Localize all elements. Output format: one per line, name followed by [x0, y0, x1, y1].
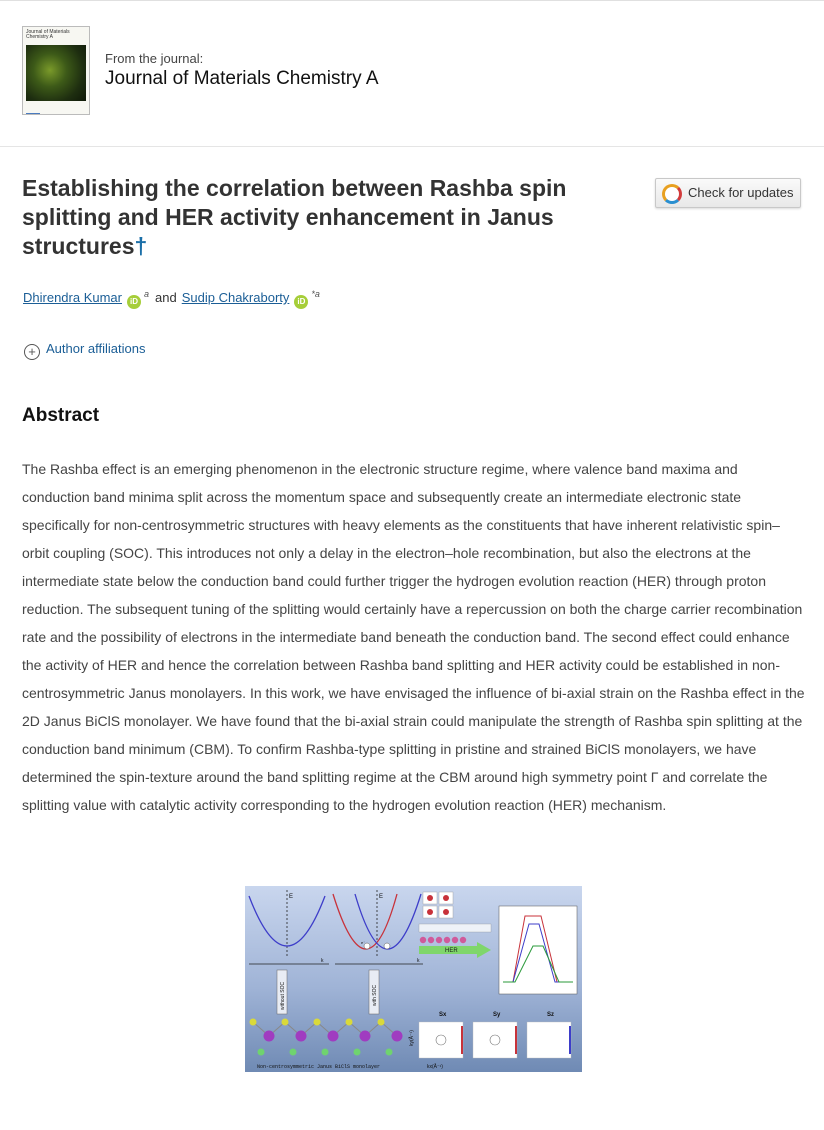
plus-circle-icon: +	[24, 344, 40, 360]
her-energy-plot	[499, 906, 577, 994]
label-with-soc: with SOC	[372, 984, 378, 1006]
electron-marker	[384, 943, 390, 949]
electron-label: e⁻	[361, 940, 366, 945]
author-affiliations-label: Author affiliations	[46, 341, 146, 356]
check-for-updates-label: Check for updates	[688, 185, 794, 200]
e-axis-label-left: E	[289, 894, 294, 900]
k-axis-label-right: k	[417, 958, 420, 964]
top-border	[0, 0, 824, 1]
cover-title: Journal of Materials Chemistry A	[26, 29, 70, 40]
abstract-text: The Rashba effect is an emerging phenomenon in the electronic structure regime, where valence band maxima and conduction band minima split across the momentum space and subsequently create an intermediate electronic state specifically for non-centrosymmetric structures with heavy elements as the constituents that have inherent relativistic spin–orbit coupling (SOC). This introduces not only a delay in the electron–hole recombination, but also the electrons at the intermediate state below the conduction band could further trigger the hydrogen evolution reaction (HER) through proton reduction. The subsequent tuning of the splitting would certainly have a repercussion on both the charge carrier recombination rate and the possibility of electrons in the intermediate band beneath the conduction band. The second effect could enhance the activity of HER and hence the correlation between Rashba band splitting and HER activity could be established in non-centrosymmetric Janus monolayers. In this work, we have envisaged the influence of bi-axial strain on the Rashba effect in the 2D Janus BiClS monolayer. We have found that the bi-axial strain could manipulate the strength of Rashba spin splitting at the conduction band minimum (CBM). To confirm Rashba-type splitting in pristine and strained BiClS monolayers, we have determined the spin-texture around the band splitting regime at the CBM around high symmetry point Γ and correlate the splitting value with catalytic activity corresponding to the hydrogen evolution reaction (HER) mechanism.	[22, 461, 805, 813]
orcid-icon[interactable]: iD	[294, 295, 308, 309]
ky-axis-label: ky(Å⁻¹)	[409, 1030, 415, 1046]
spin-label-sx: Sx	[439, 1012, 447, 1018]
journal-cover-image[interactable]	[22, 26, 90, 115]
check-for-updates-button[interactable]	[655, 178, 801, 208]
spin-texture-panels	[419, 1022, 571, 1058]
author-affiliations-toggle[interactable]	[24, 341, 146, 360]
k-axis-label-left: k	[321, 958, 324, 964]
orcid-icon[interactable]: iD	[127, 295, 141, 309]
article-title	[22, 174, 622, 261]
her-label: HER	[445, 948, 458, 954]
kx-axis-label: kx(Å⁻¹)	[427, 1064, 443, 1070]
header-divider	[0, 146, 824, 147]
author-link[interactable]: Dhirendra Kumar	[23, 290, 122, 305]
affiliation-marker: *a	[311, 289, 320, 299]
crossmark-icon	[662, 184, 682, 204]
author-link[interactable]: Sudip Chakraborty	[181, 290, 290, 305]
e-axis-label-right: E	[379, 894, 384, 900]
graphical-abstract-image[interactable]	[245, 886, 582, 1072]
journal-header	[22, 26, 802, 116]
abstract-heading: Abstract	[22, 405, 100, 426]
title-footnote-link[interactable]: †	[134, 233, 148, 259]
label-without-soc: without SOC	[280, 981, 286, 1010]
spin-label-sz: Sz	[547, 1012, 555, 1018]
from-journal-label: From the journal:	[105, 51, 204, 66]
author-conjunction: and	[155, 290, 177, 305]
author-list	[23, 289, 320, 309]
graphic-caption: Non-centrosymmetric Janus BiClS monolayer	[257, 1064, 381, 1070]
equation-box	[419, 924, 491, 932]
journal-name-link[interactable]: Journal of Materials Chemistry A	[105, 68, 379, 89]
affiliation-marker: a	[144, 289, 150, 299]
spin-label-sy: Sy	[493, 1012, 501, 1018]
cover-footer	[26, 104, 86, 110]
article-title-text: Establishing the correlation between Rashba spin splitting and HER activity enhancement in Janus structures	[22, 175, 567, 259]
cover-artwork	[26, 45, 86, 101]
